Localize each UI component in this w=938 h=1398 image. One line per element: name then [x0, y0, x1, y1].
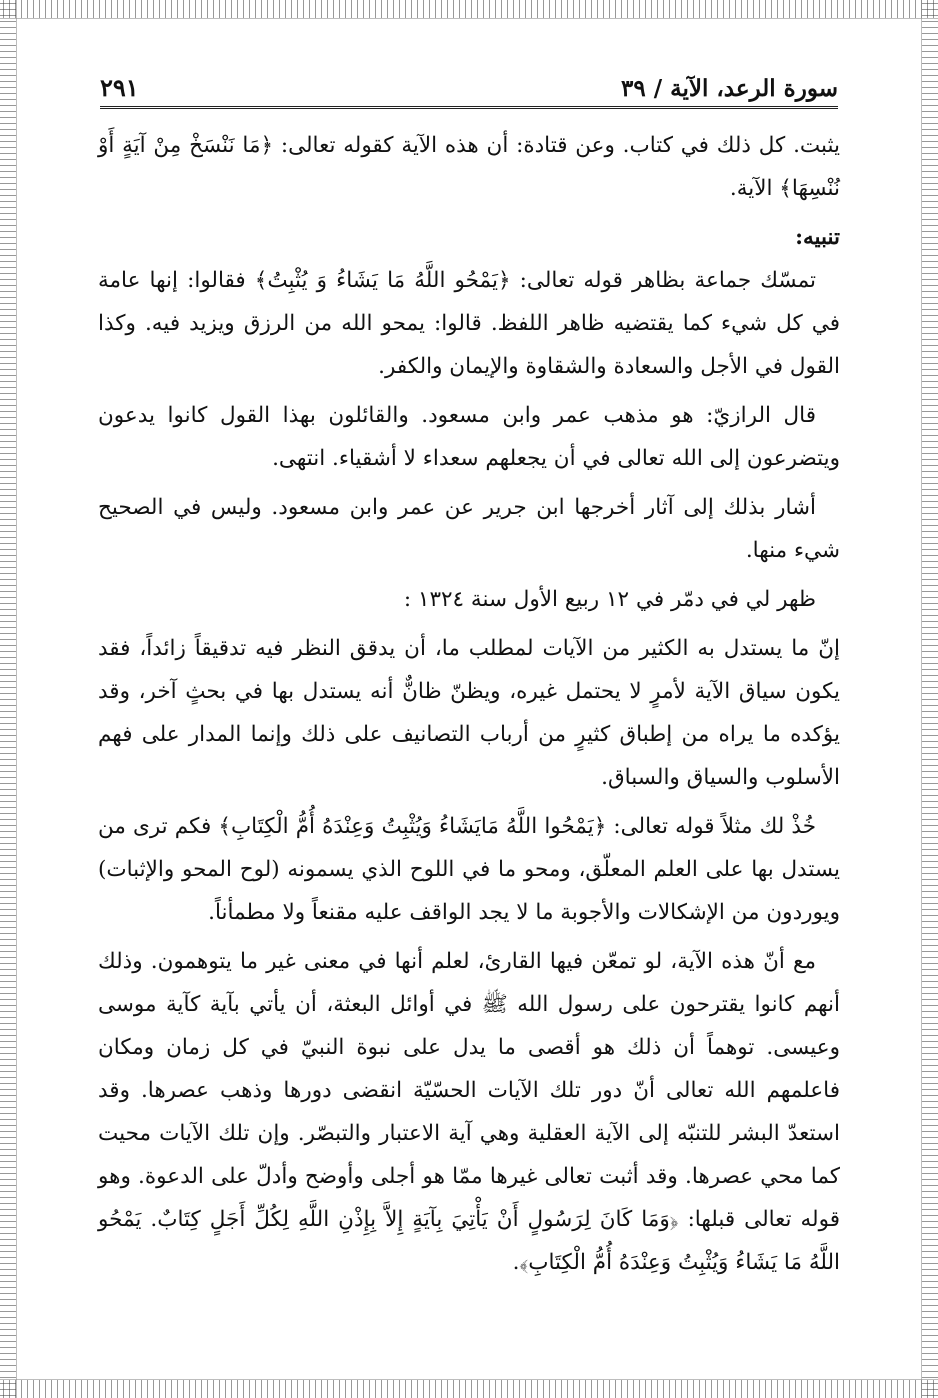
paragraph-4: أشار بذلك إلى آثار أخرجها ابن جرير عن عمر وابن مسعود. وليس في الصحيح شيء منها. [98, 495, 840, 563]
page-body [98, 124, 840, 1290]
decorative-border-right [921, 0, 938, 1398]
paragraph-5: ظهر لي في دمّر في ١٢ ربيع الأول سنة ١٣٢٤ : [403, 587, 816, 612]
page-number: ٢٩١ [100, 73, 139, 102]
paragraph-1: يثبت. كل ذلك في كتاب. وعن قتادة: أن هذه الآية كقوله تعالى: ﴿مَا نَنْسَخْ مِنْ آيَةٍ أَوْ نُنْسِهَا﴾ الآية. [98, 133, 840, 201]
paragraph-8: مع أنّ هذه الآية، لو تمعّن فيها القارئ، لعلم أنها في معنى غير ما يتوهمون. وذلك أنهم كانوا يقترحون على رسول الله ﷺ في أوائل البعثة، أن يأتي بآية كآية موسى وعيسى. توهماً أن ذلك هو أقصى ما يدل على نبوة النبيّ في كل زمان ومكان فاعلمهم الله تعالى أنّ دور تلك الآيات الحسّيّة انقضى دورها وذهب عصرها. وقد استعدّ البشر للتنبّه إلى الآية العقلية وهي آية الاعتبار والتبصّر. وإن تلك الآيات محيت كما محي عصرها. وقد أثبت تعالى غيرها ممّا هو أجلى وأوضح وأدلّ على الدعوة. وهو قوله تعالى قبلها: ﴿وَمَا كَانَ لِرَسُولٍ أَنْ يَأْتِيَ بِآيَةٍ إِلاَّ بِإِذْنِ اللَّهِ لِكُلِّ أَجَلٍ كِتَابٌ. يَمْحُو اللَّهُ مَا يَشَاءُ وَيُثْبِتُ وَعِنْدَهُ أُمُّ الْكِتَابِ﴾. [98, 949, 840, 1275]
paragraph-2: تمسّك جماعة بظاهر قوله تعالى: ﴿يَمْحُو اللَّهُ مَا يَشَاءُ وَ يُثْبِتُ﴾ فقالوا: إنها عامة في كل شيء كما يقتضيه ظاهر اللفظ. قالوا: يمحو الله من الرزق ويزيد فيه. وكذا القول في الأجل والسعادة والشقاوة والإيمان والكفر. [98, 268, 840, 379]
decorative-border-left [0, 0, 17, 1398]
paragraph-7: خُذْ لك مثلاً قوله تعالى: ﴿يَمْحُوا اللَّهُ مَايَشَاءُ وَيُثْبِتُ وَعِنْدَهُ أُمُّ الْكِتَابِ﴾ فكم ترى من يستدل بها على العلم المعلّق، ومحو ما في اللوح الذي يسمونه (لوح المحو والإثبات) ويوردون من الإشكالات والأجوبة ما لا يجد الواقف عليه مقنعاً ولا مطمأناً. [98, 814, 840, 925]
decorative-border-bottom [0, 1379, 938, 1398]
page-header [100, 62, 838, 109]
running-title: سورة الرعد، الآية / ٣٩ [620, 75, 838, 102]
decorative-border-top [0, 0, 938, 19]
paragraph-3: قال الرازيّ: هو مذهب عمر وابن مسعود. والقائلون بهذا القول كانوا يدعون ويتضرعون إلى الله تعالى في أن يجعلهم سعداء لا أشقياء. انتهى. [98, 403, 840, 471]
paragraph-6: إنّ ما يستدل به الكثير من الآيات لمطلب ما، أن يدقق النظر فيه تدقيقاً زائداً، فقد يكون سياق الآية لأمرٍ لا يحتمل غيره، ويظنّ ظانٌّ أنه يستدل بها في بحثٍ آخر، وقد يؤكده ما يراه من إطباق كثيرٍ من أرباب التصانيف على ذلك وإنما المدار على فهم الأسلوب والسياق والسباق. [98, 636, 840, 790]
section-heading: تنبيه: [795, 225, 840, 250]
